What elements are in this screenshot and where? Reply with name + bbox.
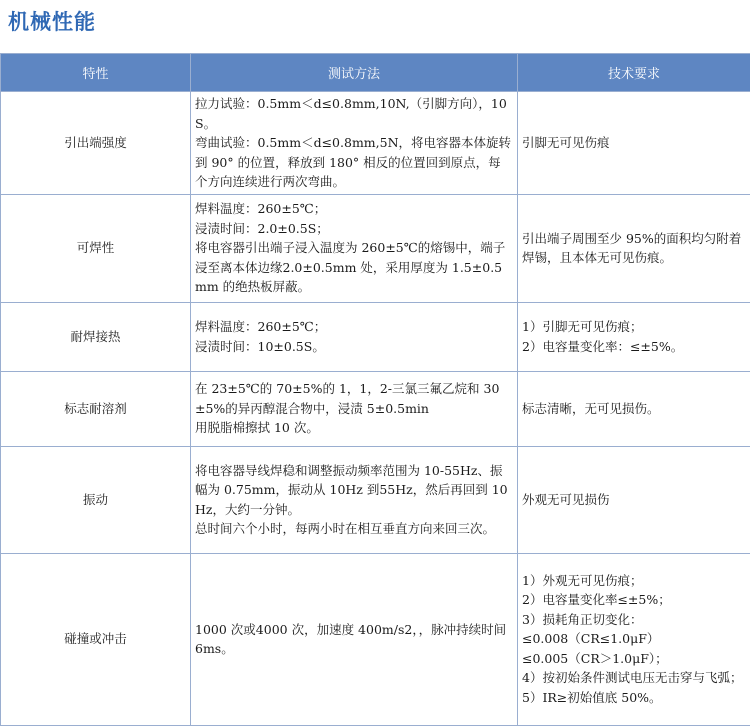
header-feature: 特性 bbox=[1, 54, 191, 92]
method-line: 在 23±5℃的 70±5%的 1，1，2-三氯三氟乙烷和 30±5%的异丙醇混合物中，浸渍 5±0.5min bbox=[195, 379, 513, 418]
method-cell bbox=[191, 446, 518, 553]
requirement-cell bbox=[518, 371, 750, 446]
table-row bbox=[1, 553, 750, 725]
requirement-line: 外观无可见损伤 bbox=[522, 490, 746, 510]
requirement-cell bbox=[518, 194, 750, 302]
table-row bbox=[1, 371, 750, 446]
method-line: 焊料温度：260±5℃； bbox=[195, 317, 513, 337]
method-line: 弯曲试验：0.5mm＜d≤0.8mm,5N，将电容器本体旋转到 90° 的位置，释放到 180° 相反的位置回到原点，每个方向连续进行两次弯曲。 bbox=[195, 133, 513, 192]
requirement-cell bbox=[518, 92, 750, 195]
method-line: 拉力试验：0.5mm＜d≤0.8mm,10N,（引脚方向），10S。 bbox=[195, 94, 513, 133]
requirement-line: ≤0.005（CR＞1.0μF）； bbox=[522, 649, 746, 669]
requirement-cell bbox=[518, 446, 750, 553]
requirement-line: 引脚无可见伤痕 bbox=[522, 133, 746, 153]
requirement-line: 2）电容量变化率≤±5%； bbox=[522, 590, 746, 610]
method-line: 用脱脂棉擦拭 10 次。 bbox=[195, 418, 513, 438]
requirement-cell bbox=[518, 302, 750, 371]
method-cell bbox=[191, 553, 518, 725]
method-line: 浸渍时间：10±0.5S。 bbox=[195, 337, 513, 357]
feature-cell: 碰撞或冲击 bbox=[1, 553, 191, 725]
method-line: 将电容器导线焊稳和调整振动频率范围为 10-55Hz、振幅为 0.75mm，振动从 10Hz 到55Hz，然后再回到 10Hz，大约一分钟。 bbox=[195, 461, 513, 520]
method-cell bbox=[191, 194, 518, 302]
header-requirement: 技术要求 bbox=[518, 54, 750, 92]
method-cell bbox=[191, 302, 518, 371]
requirement-line: ≤0.008（CR≤1.0μF） bbox=[522, 629, 746, 649]
method-line: 总时间六个小时，每两小时在相互垂直方向来回三次。 bbox=[195, 519, 513, 539]
method-line: 焊料温度：260±5℃； bbox=[195, 199, 513, 219]
requirement-cell bbox=[518, 553, 750, 725]
table-row bbox=[1, 446, 750, 553]
requirement-line: 4）按初始条件测试电压无击穿与飞弧； bbox=[522, 668, 746, 688]
method-cell bbox=[191, 92, 518, 195]
feature-cell: 耐焊接热 bbox=[1, 302, 191, 371]
requirement-line: 5）IR≥初始值底 50%。 bbox=[522, 688, 746, 708]
mechanical-properties-table bbox=[0, 53, 750, 726]
requirement-line: 标志清晰，无可见损伤。 bbox=[522, 399, 746, 419]
feature-cell: 标志耐溶剂 bbox=[1, 371, 191, 446]
method-line: 1000 次或4000 次，加速度 400m/s2，，脉冲持续时间 6ms。 bbox=[195, 620, 513, 659]
method-line: 浸渍时间：2.0±0.5S； bbox=[195, 219, 513, 239]
table-header-row bbox=[1, 54, 750, 92]
method-cell bbox=[191, 371, 518, 446]
feature-cell: 可焊性 bbox=[1, 194, 191, 302]
requirement-line: 1）外观无可见伤痕； bbox=[522, 571, 746, 591]
requirement-line: 1）引脚无可见伤痕； bbox=[522, 317, 746, 337]
feature-cell: 振动 bbox=[1, 446, 191, 553]
header-test-method: 测试方法 bbox=[191, 54, 518, 92]
table-row bbox=[1, 302, 750, 371]
requirement-line: 2）电容量变化率：≤±5%。 bbox=[522, 337, 746, 357]
table-row bbox=[1, 92, 750, 195]
requirement-line: 引出端子周围至少 95%的面积均匀附着焊锡，且本体无可见伤痕。 bbox=[522, 229, 746, 268]
section-title: 机械性能 bbox=[8, 6, 96, 36]
method-line: 将电容器引出端子浸入温度为 260±5℃的熔锡中，端子浸至离本体边缘2.0±0.5mm 处，采用厚度为 1.5±0.5mm 的绝热板屏蔽。 bbox=[195, 238, 513, 297]
table-row bbox=[1, 194, 750, 302]
requirement-line: 3）损耗角正切变化： bbox=[522, 610, 746, 630]
feature-cell: 引出端强度 bbox=[1, 92, 191, 195]
